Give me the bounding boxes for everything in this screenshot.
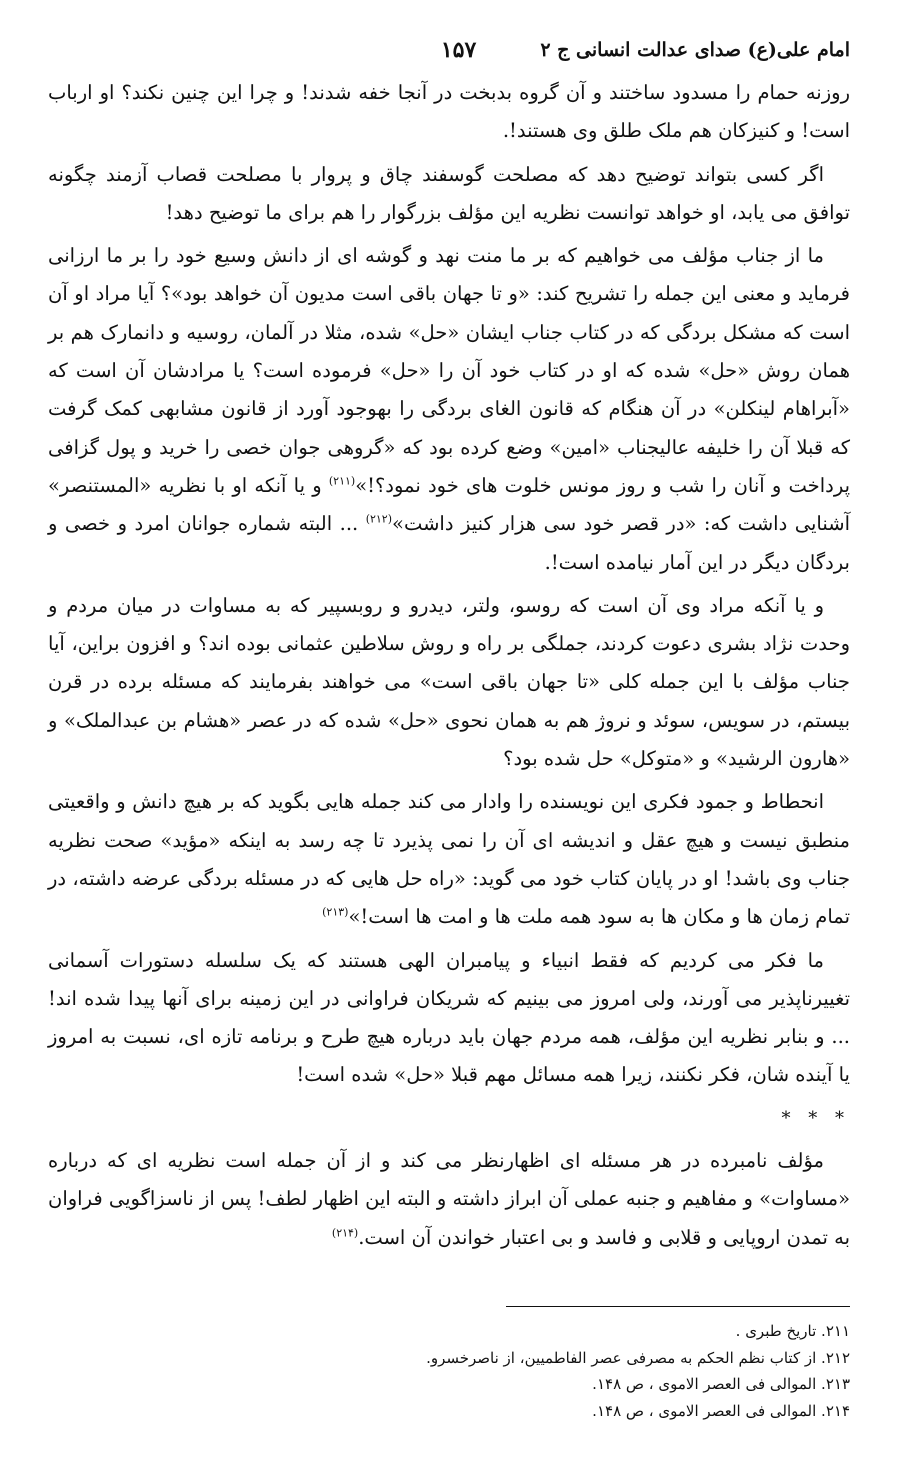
- paragraph: [48, 587, 850, 778]
- paragraph: [48, 783, 850, 936]
- paragraph-text: انحطاط و جمود فکری این نویسنده را وادار می کند جمله هایی بگوید که بر هیچ دانش و واقعیتی منطبق نیست و هیچ عقل و اندیشه ای آن را نمی پذیرد تا چه رسد به اینکه «مؤید» صحت نظریه جناب وی باشد! او در پایان کتاب خود می گوید: «راه حل هایی که در مسئله بردگی عرضه داشته، در تمام زمان ها و مکان ها به سود همه ملت ها و امت ها است!»: [48, 790, 850, 929]
- paragraph-text: مؤلف نامبرده در هر مسئله ای اظهارنظر می کند و از آن جمله است نظریه ای که درباره «مساوات» و مفاهیم و جنبه عملی آن ابراز داشته و البته این اظهار لطف! پس از ناسزاگویی فراوان به تمدن اروپایی و قلابی و فاسد و بی اعتبار خواندن آن است.: [48, 1149, 850, 1249]
- paragraph-text: و یا آنکه مراد وی آن است که روسو، ولتر، دیدرو و روبسپیر که به مساوات در میان مردم و وحدت نژاد بشری دعوت کردند، جملگی بر راه و روش سلاطین عثمانی بوده اند؟ و افزون براین، آیا جناب مؤلف با این جمله کلی «تا جهان باقی است» می خواهند بفرمایند که مسئله برده در قرن بیستم، در سویس، سوئد و نروژ هم به همان نحوی «حل» شده که در عصر «هشام بن عبدالملک» و «هارون الرشید» و «متوکل» حل شده بود؟: [48, 593, 850, 771]
- running-header: [50, 30, 850, 70]
- footnote-ref: (۲۱۲): [365, 512, 393, 526]
- page-number: ۱۵۷: [440, 37, 477, 63]
- paragraph-text: و یا آنکه او با نظریه «المستنصر» آشنایی داشت که: «در قصر خود سی هزار کنیز داشت»: [48, 473, 850, 536]
- book-title: امام علی(ع) صدای عدالت انسانی ج ۲: [540, 39, 850, 61]
- paragraph-final: [48, 1142, 850, 1257]
- paragraph-text: روزنه حمام را مسدود ساختند و آن گروه بدبخت در آنجا خفه شدند! و چرا این چنین نکند؟ او ارباب است! و کنیزکان هم ملک طلق وی هستند!.: [48, 81, 850, 143]
- footnote: ۲۱۳. الموالی فی العصر الاموی ، ص ۱۴۸.: [592, 1375, 850, 1393]
- footnotes: [48, 1318, 850, 1424]
- footnote: ۲۱۴. الموالی فی العصر الاموی ، ص ۱۴۸.: [592, 1401, 850, 1420]
- paragraph-text: ما فکر می کردیم که فقط انبیاء و پیامبران الهی هستند که یک سلسله دستورات آسمانی تغییرناپذیر می آورند، ولی امروز می بینیم که شریکان فراوانی در این زمینه برای آنها پیدا شده اند! ... و بنابر نظریه این مؤلف، همه مردم جهان باید درباره هیچ طرح و برنامه تازه ای، نسبت به امروز یا آینده شان، فکر نکنند، زیرا همه مسائل مهم قبلا «حل» شده است!: [48, 948, 850, 1087]
- footnote-rule: [506, 1306, 850, 1307]
- footnote: ۲۱۲. از کتاب نظم الحکم به مصرفی عصر الفاطمیین، از ناصرخسرو.: [426, 1348, 850, 1367]
- paragraph-text: ... البته شماره جوانان امرد و خصی و بردگان دیگر در این آمار نیامده است!.: [48, 512, 850, 574]
- paragraph-text: اگر کسی بتواند توضیح دهد که مصلحت گوسفند چاق و پروار با مصلحت قصاب آزمند چگونه توافق می یابد، او خواهد توانست نظریه این مؤلف بزرگوار را هم برای ما توضیح دهد!: [48, 162, 850, 224]
- paragraphs: [48, 74, 850, 1095]
- footnote: ۲۱۱. تاریخ طبری .: [735, 1322, 850, 1340]
- paragraph: [48, 237, 850, 582]
- footnote-ref: (۲۱۱): [328, 474, 356, 488]
- paragraph: [48, 74, 850, 151]
- footnote-ref: (۲۱۴): [331, 1226, 359, 1240]
- paragraph-text: ما از جناب مؤلف می خواهیم که بر ما منت نهد و گوشه ای از دانش وسیع خود را بر ما ارزانی فرماید و معنی این جمله را تشریح کند: «و تا جهان باقی است مدیون آن خواهد بود»؟ آیا مراد او آن است که مشکل بردگی که در کتاب جناب ایشان «حل» شده، مثلا در آلمان، روسیه و دانمارک هم بر همان روش «حل» شده که او در کتاب خود آن را «حل» فرموده است؟ یا مرادشان آن است که «آبراهام لینکلن» در آن هنگام که قانون الغای بردگی را بهوجود آورد از قانون مشابهی کمک گرفت که قبلا آن را خلیفه عالیجناب «امین» وضع کرده بود که «گروهی جوان خصی را خرید و پول گزافی پرداخت و آنان را شب و روز مونس خلوت های خود نمود؟!»: [48, 244, 851, 497]
- section-separator: * * *: [781, 1107, 850, 1129]
- footnote-ref: (۲۱۳): [322, 905, 349, 919]
- paragraph: [48, 942, 850, 1095]
- paragraph: [48, 156, 850, 233]
- body-text: [48, 74, 850, 1262]
